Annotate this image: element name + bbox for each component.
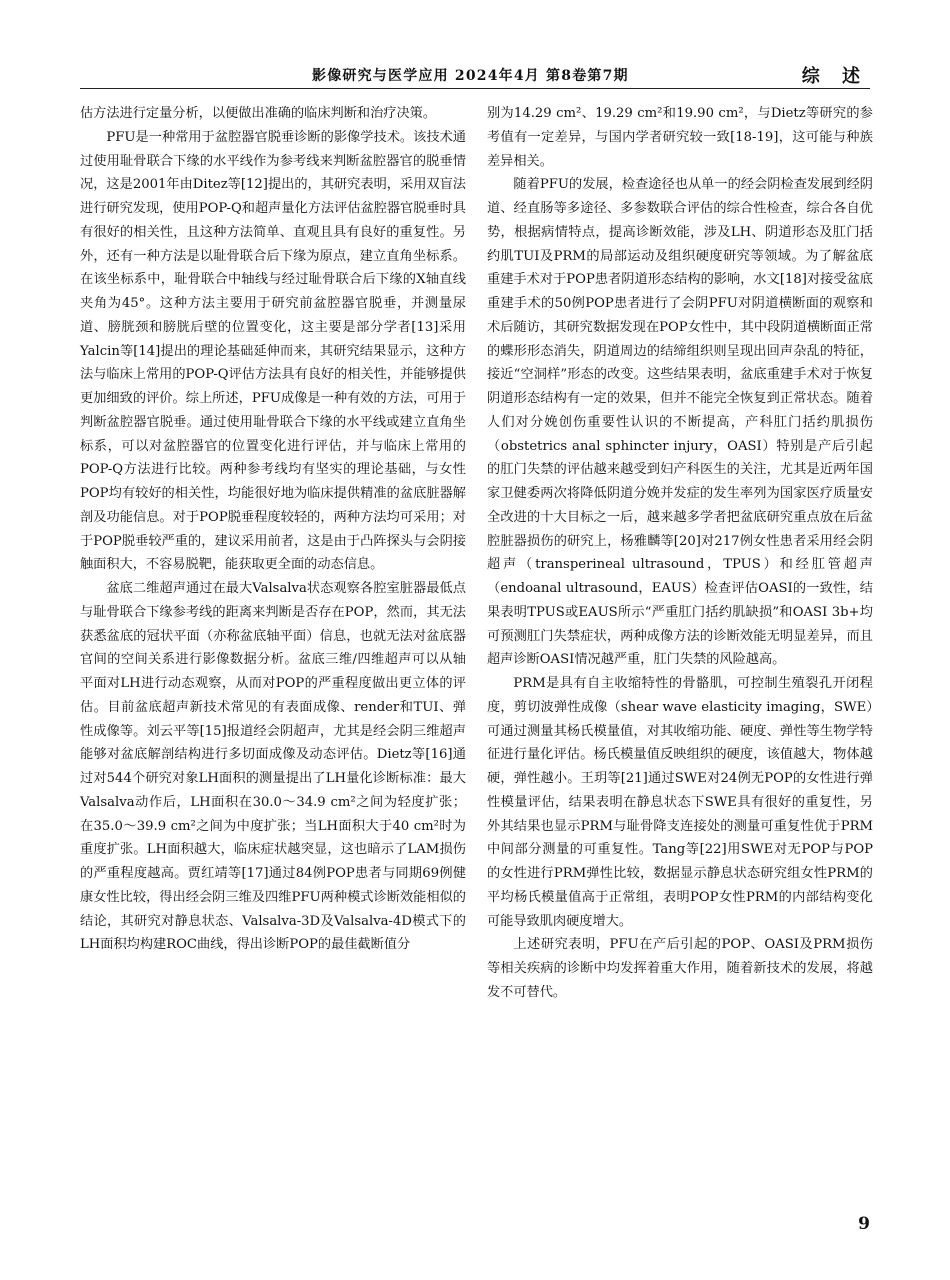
paragraph: PFU是一种常用于盆腔器官脱垂诊断的影像学技术。该技术通过使用耻骨联合下缘的水平线作为参考线来判断盆腔器官的脱垂情况，这是2001年由Ditez等[12]提出的，其研究表明，采用双盲法进行研究发现，使用POP-Q和超声量化方法评估盆腔器官脱垂时具有很好的相关性，且这种方法简单、直观且具有良好的重复性。另外，还有一种方法是以耻骨联合后下缘为原点，建立直角坐标系。在该坐标系中，耻骨联合中轴线与经过耻骨联合后下缘的X轴直线夹角为45°。这种方法主要用于研究前盆腔器官脱垂，并测量尿道、膀胱颈和膀胱后壁的位置变化，这主要是部分学者[13]采用Yalcin等[14]提出的理论基础延伸而来，其研究结果显示，这种方法与临床上常用的POP-Q评估方法具有良好的相关性，并能够提供更加细致的评价。综上所述，PFU成像是一种有效的方法，可用于判断盆腔器官脱垂。通过使用耻骨联合下缘的水平线或建立直角坐标系，可以对盆腔器官的位置变化进行评估，并与临床上常用的POP-Q方法进行比较。两种参考线均有坚实的理论基础，与女性POP均有较好的相关性，均能很好地为临床提供精准的盆底脏器解剖及功能信息。对于POP脱垂程度较轻的，两种方法均可采用；对于POP脱垂较严重的，建议采用前者，这是由于凸阵探头与会阴接触面积大，不容易脱靶，能获取更全面的动态信息。 [80,129,466,573]
paragraph: 盆底二维超声通过在最大Valsalva状态观察各腔室脏器最低点与耻骨联合下缘参考线的距离来判断是否存在POP，然而，其无法获悉盆底的冠状平面（亦称盆底轴平面）信息，也就无法对盆底器官间的空间关系进行影像数据分析。盆底三维/四维超声可以从轴平面对LH进行动态观察，从而对POP的严重程度做出更立体的评估。目前盆底超声新技术常见的有表面成像、render和TUI、弹性成像等。刘云平等[15]报道经会阴超声，尤其是经会阴三维超声能够对盆底解剖结构进行多切面成像及动态评估。Dietz等[16]通过对544个研究对象LH面积的测量提出了LH量化诊断标准：最大Valsalva动作后，LH面积在30.0～34.9 cm²之间为轻度扩张；在35.0～39.9 cm²之间为中度扩张；当LH面积大于40 cm²时为重度扩张。LH面积越大，临床症状越突显，这也暗示了LAM损伤的严重程度越高。贾红靖等[17]通过84例POP患者与同期69例健康女性比较，得出经会阴三维及四维PFU两种模式诊断效能相似的结论，其研究对静息状态、Valsalva-3D及Valsalva-4D模式下的LH面积均构建ROC曲线，得出诊断POP的最佳截断值分 [80,581,466,953]
paragraph: 别为14.29 cm²、19.29 cm²和19.90 cm²，与Dietz等研究的参考值有一定差异，与国内学者研究较一致[18-19]，这可能与种族差异相关。 [487,106,873,169]
journal-info: 影像研究与医学应用 2024年4月 第8卷第7期 [312,68,629,84]
page-number: 9 [858,1214,870,1234]
paragraph: 随着PFU的发展，检查途径也从单一的经会阴检查发展到经阴道、经直肠等多途径、多参数联合评估的综合性检查，综合各自优势，根据病情特点，提高诊断效能，涉及LH、阴道形态及肛门括约肌TUI及PRM的局部运动及组织硬度研究等领域。为了解盆底重建手术对于POP患者阴道形态结构的影响，水文[18]对接受盆底重建手术的50例POP患者进行了会阴PFU对阴道横断面的观察和术后随访，其研究数据发现在POP女性中，其中段阴道横断面正常的蝶形形态消失，阴道周边的结缔组织则呈现出回声杂乱的特征，接近“空洞样”形态的改变。这些结果表明，盆底重建手术对于恢复阴道形态结构有一定的效果，但并不能完全恢复到正常状态。随着人们对分娩创伤重要性认识的不断提高，产科肛门括约肌损伤（obstetrics anal sphincter injury，OASI）特别是产后引起的肛门失禁的评估越来越受到妇产科医生的关注，尤其是近两年国家卫健委两次将降低阴道分娩并发症的发生率列为国家医疗质量安全改进的十大目标之一后，越来越多学者把盆底研究重点放在后盆腔脏器损伤的研究上，杨雅麟等[20]对217例女性患者采用经会阴超声（transperineal ultrasound，TPUS）和经肛管超声（endoanal ultrasound，EAUS）检查评估OASI的一致性，结果表明TPUS或EAUS所示“严重肛门括约肌缺损”和OASI 3b+均可预测肛门失禁症状，两种成像方法的诊断效能无明显差异，而且超声诊断OASI情况越严重，肛门失禁的风险越高。 [487,177,873,668]
section-label: 综 述 [801,66,868,87]
left-column [80,102,466,957]
paragraph: 上述研究表明，PFU在产后引起的POP、OASI及PRM损伤等相关疾病的诊断中均发挥着重大作用，随着新技术的发展，将越发不可替代。 [487,937,873,1000]
right-column [487,102,873,1005]
paragraph: PRM是具有自主收缩特性的骨骼肌，可控制生殖裂孔开闭程度，剪切波弹性成像（shear wave elasticity imaging，SWE）可通过测量其杨氏模量值，对其收缩功能、硬度、弹性等生物学特征进行量化评估。杨氏模量值反映组织的硬度，该值越大，物体越硬，弹性越小。王玥等[21]通过SWE对24例无POP的女性进行弹性模量评估，结果表明在静息状态下SWE具有很好的重复性，另外其结果也显示PRM与耻骨降支连接处的测量可重复性优于PRM中间部分测量的可重复性。Tang等[22]用SWE对无POP与POP的女性进行PRM弹性比较，数据显示静息状态研究组女性PRM的平均杨氏模量值高于正常组，表明POP女性PRM的内部结构变化可能导致肌肉硬度增大。 [487,676,873,929]
page-header [80,58,870,89]
paragraph: 估方法进行定量分析，以便做出准确的临床判断和治疗决策。 [80,106,437,121]
